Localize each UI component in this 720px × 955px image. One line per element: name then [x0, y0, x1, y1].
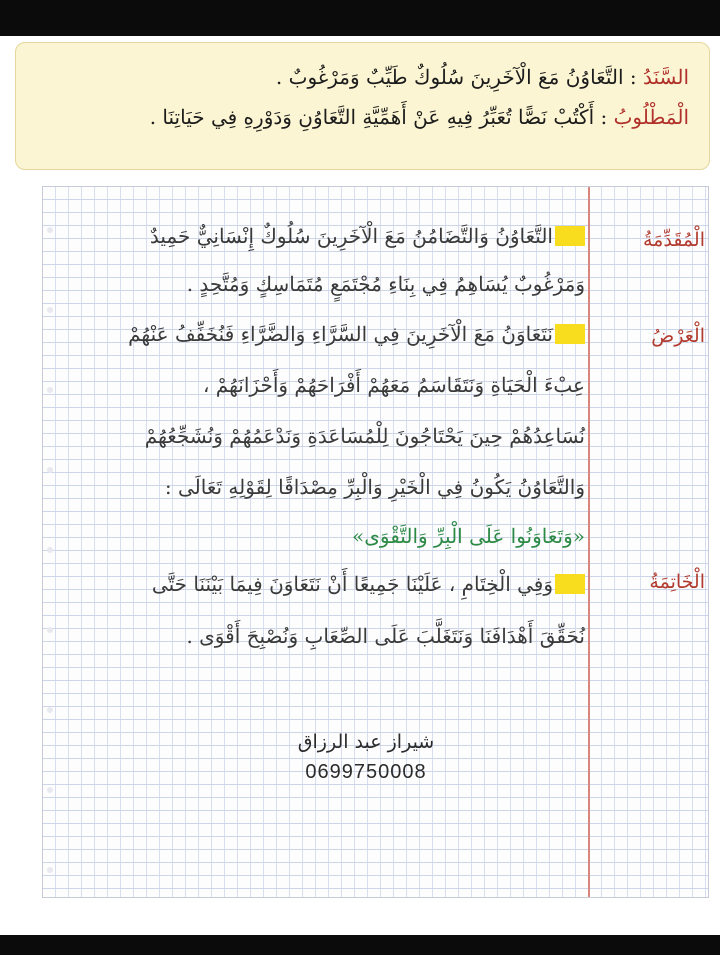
binder-hole	[47, 307, 53, 313]
text-line: نُسَاعِدُهُمْ حِينَ يَحْتَاجُونَ لِلْمُسَاعَدَةِ وَنَدْعَمُهُمْ وَنُشَجِّعُهُمْ	[144, 424, 585, 448]
signature-phone: 0699750008	[305, 761, 427, 783]
source-text: : التَّعَاوُنُ مَعَ الْآخَرِينَ سُلُوكٌ طَيِّبٌ وَمَرْغُوبٌ .	[275, 65, 637, 89]
quran-verse: «وَتَعَاوَنُوا عَلَى الْبِرِّ وَالتَّقْوَى»	[351, 524, 585, 548]
bottom-black-bar	[0, 935, 720, 955]
conclusion-label: الْخَاتِمَةُ	[649, 571, 705, 593]
binder-hole	[47, 867, 53, 873]
text-line-content: وَفِي الْخِتَامِ ، عَلَيْنَا جَمِيعًا أَنْ نَتَعَاوَنَ فِيمَا بَيْنَنَا حَتَّى	[151, 572, 553, 596]
text-line	[49, 223, 585, 249]
intro-label: الْمُقَدِّمَةُ	[642, 229, 705, 251]
highlight-mark	[555, 574, 585, 594]
signature-name: شيراز عبد الرزاق	[297, 731, 435, 753]
highlight-mark	[555, 226, 585, 246]
task-text: : أَكْتُبْ نَصًّا تُعَبِّرُ فِيهِ عَنْ أَهَمِّيَّةِ التَّعَاوُنِ وَدَوْرِهِ فِي حَيَاتِنَا .	[149, 105, 608, 129]
source-line	[28, 57, 689, 97]
binder-hole	[47, 467, 53, 473]
lined-paper	[42, 186, 709, 898]
highlight-mark	[555, 324, 585, 344]
binder-hole	[47, 787, 53, 793]
text-line-content: نَتَعَاوَنُ مَعَ الْآخَرِينَ فِي السَّرَّاءِ وَالضَّرَّاءِ فَنُخَفِّفُ عَنْهُمْ	[128, 322, 553, 346]
top-black-bar	[0, 0, 720, 36]
text-line	[49, 571, 585, 597]
task-line	[28, 97, 689, 137]
prompt-box	[15, 42, 710, 170]
text-line: وَالتَّعَاوُنُ يَكُونُ فِي الْخَيْرِ وَالْبِرِّ مِصْدَاقًا لِقَوْلِهِ تَعَالَى :	[164, 475, 585, 499]
binder-hole	[47, 707, 53, 713]
text-line	[49, 321, 585, 347]
signature-block	[271, 727, 461, 787]
text-line: عِبْءَ الْحَيَاةِ وَنَتَقَاسَمُ مَعَهُمْ أَفْرَاحَهُمْ وَأَحْزَانَهُمْ ،	[202, 373, 585, 397]
text-line: نُحَقِّقَ أَهْدَافَنَا وَنَتَغَلَّبَ عَلَى الصِّعَابِ وَنُصْبِحَ أَقْوَى .	[186, 624, 585, 648]
task-label: الْمَطْلُوبُ	[613, 105, 689, 129]
body-label: الْعَرْضُ	[651, 325, 705, 347]
text-line: وَمَرْغُوبٌ يُسَاهِمُ فِي بِنَاءِ مُجْتَمَعٍ مُتَمَاسِكٍ وَمُتَّحِدٍ .	[186, 272, 585, 296]
text-line-content: التَّعَاوُنُ وَالتَّضَامُنُ مَعَ الْآخَرِينَ سُلُوكٌ إِنْسَانِيٌّ حَمِيدٌ	[149, 224, 553, 248]
margin-line	[588, 187, 590, 897]
source-label: السَّنَدُ	[642, 65, 689, 89]
